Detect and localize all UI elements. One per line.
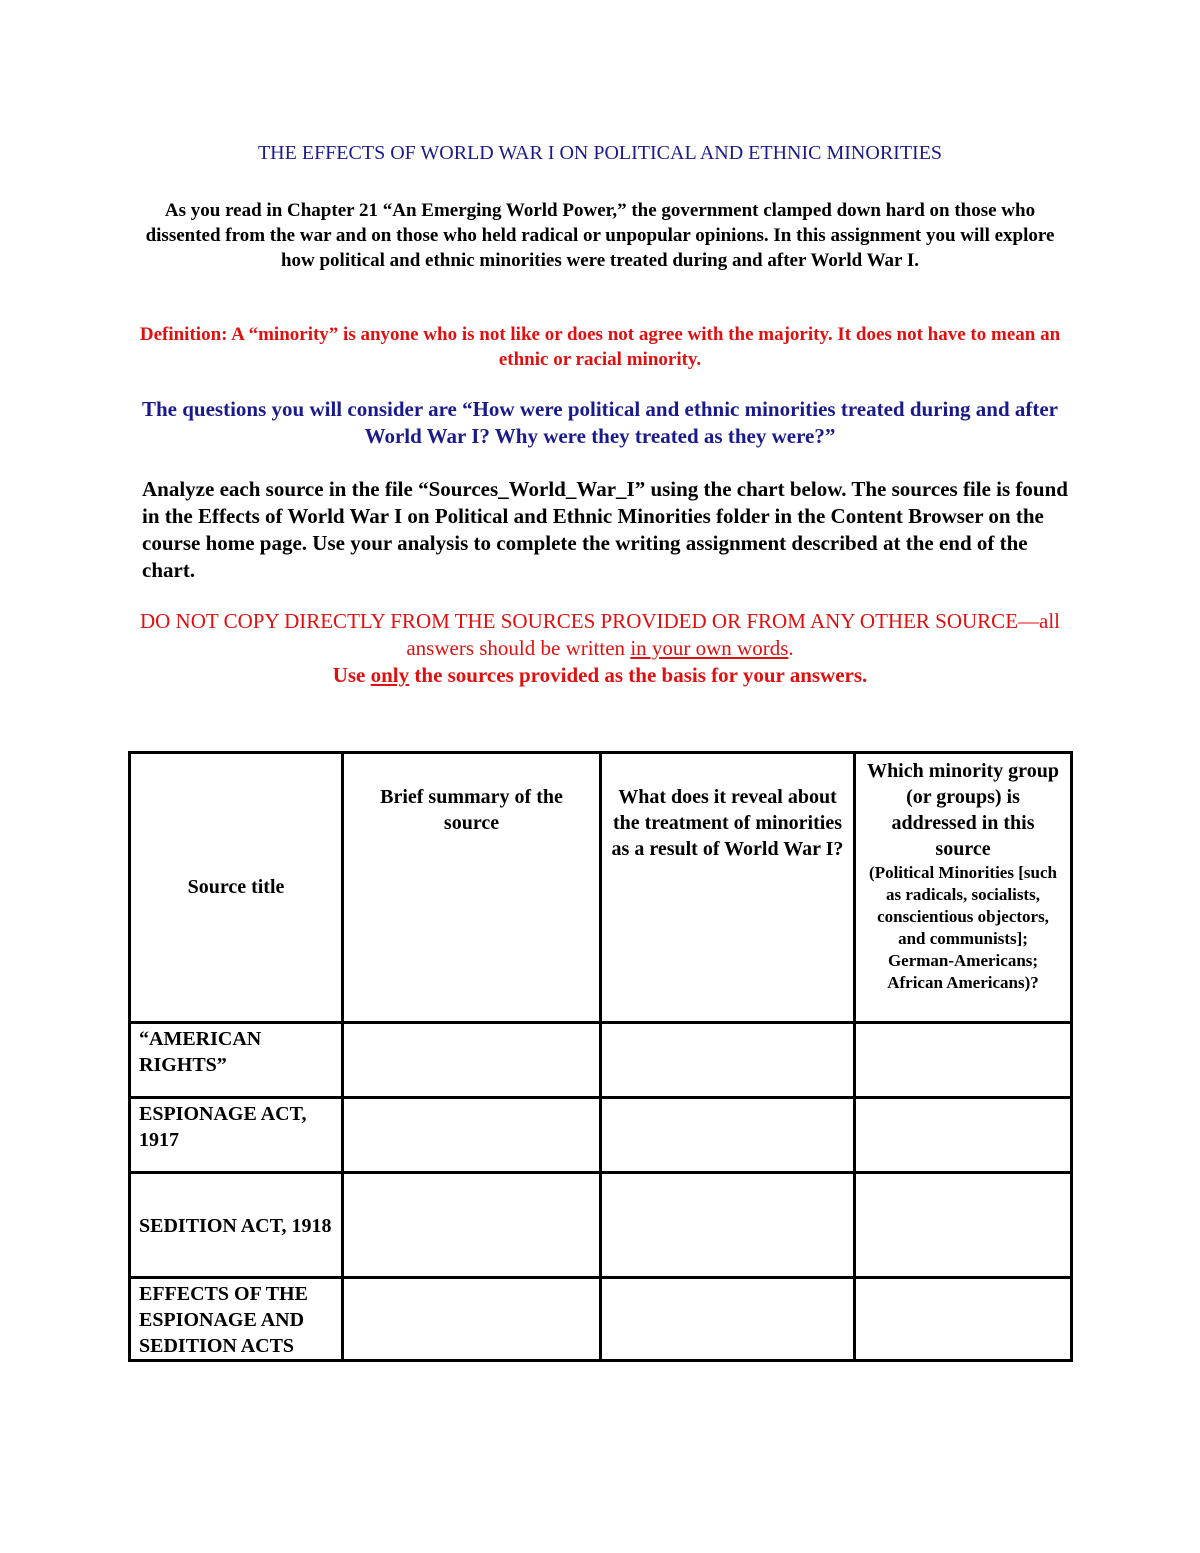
header-reveal: What does it reveal about the treatment of minorities as a result of World War I?: [601, 753, 855, 1023]
header-summary: Brief summary of the source: [343, 753, 601, 1023]
table-row: [130, 1098, 1072, 1173]
table-row: [130, 1173, 1072, 1278]
row-label-american-rights: “AMERICAN RIGHTS”: [130, 1023, 343, 1098]
cell-summary[interactable]: [343, 1278, 601, 1361]
cell-minority-group[interactable]: [855, 1023, 1072, 1098]
analysis-chart: [128, 751, 1073, 1362]
warning-underline-own-words: in your own words: [630, 636, 789, 660]
analyze-instructions: Analyze each source in the file “Sources_World_War_I” using the chart below. The sources file is found in the Effects of World War I on Political and Ethnic Minorities folder in the Content Browser on the course home page. Use your analysis to complete the writing assignment described at the end of the chart.: [142, 477, 1068, 582]
document-title: THE EFFECTS OF WORLD WAR I ON POLITICAL AND ETHNIC MINORITIES: [257, 142, 943, 164]
header-minority-group: [855, 753, 1072, 1023]
chart-header-row: [130, 753, 1072, 1023]
definition-paragraph: Definition: A “minority” is anyone who is not like or does not agree with the majority. It does not have to mean an ethnic or racial minority.: [139, 324, 1061, 370]
intro-paragraph: As you read in Chapter 21 “An Emerging World Power,” the government clamped down hard on those who dissented from the war and on those who held radical or unpopular opinions. In this assignment you will explore how political and ethnic minorities were treated during and after World War I.: [145, 200, 1055, 271]
row-label-effects: EFFECTS OF THE ESPIONAGE AND SEDITION ACTS: [130, 1278, 343, 1361]
row-label-espionage-act: ESPIONAGE ACT, 1917: [130, 1098, 343, 1173]
cell-reveal[interactable]: [601, 1098, 855, 1173]
warning-line1: DO NOT COPY DIRECTLY FROM THE SOURCES PROVIDED OR FROM ANY OTHER SOURCE—all answers should be written: [139, 609, 1061, 660]
warning-end1: .: [788, 636, 794, 660]
warning-line2-start: Use: [332, 663, 371, 687]
cell-summary[interactable]: [343, 1023, 601, 1098]
cell-minority-group[interactable]: [855, 1278, 1072, 1361]
header-minority-group-detail: (Political Minorities [such as radicals, socialists, conscientious objectors, and communists]; German-Americans; African Americans)?: [869, 863, 1057, 992]
warning-underline-only: only: [370, 663, 410, 687]
header-minority-group-main: Which minority group (or groups) is addressed in this source: [867, 760, 1059, 860]
copy-warning: [135, 608, 1065, 689]
table-row: [130, 1278, 1072, 1361]
cell-reveal[interactable]: [601, 1278, 855, 1361]
warning-line2-end: the sources provided as the basis for your answers.: [409, 663, 868, 687]
cell-reveal[interactable]: [601, 1173, 855, 1278]
cell-reveal[interactable]: [601, 1023, 855, 1098]
header-source-title: Source title: [130, 753, 343, 1023]
cell-summary[interactable]: [343, 1098, 601, 1173]
questions-paragraph: The questions you will consider are “How were political and ethnic minorities treated during and after World War I? Why were they treated as they were?”: [141, 397, 1059, 448]
table-row: [130, 1023, 1072, 1098]
cell-minority-group[interactable]: [855, 1173, 1072, 1278]
cell-minority-group[interactable]: [855, 1098, 1072, 1173]
row-label-sedition-act: SEDITION ACT, 1918: [130, 1173, 343, 1278]
cell-summary[interactable]: [343, 1173, 601, 1278]
